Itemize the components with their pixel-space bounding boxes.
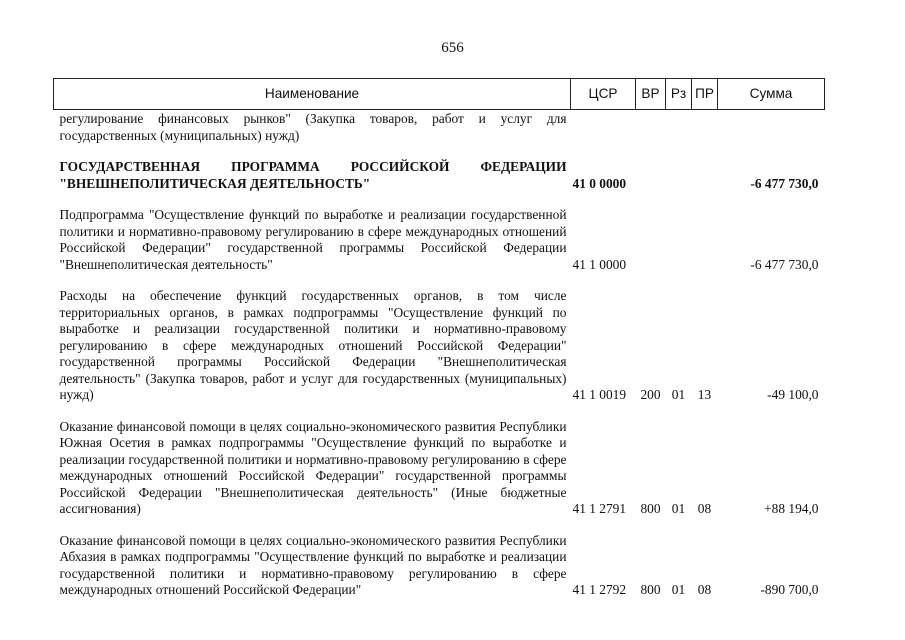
table-row bbox=[54, 288, 825, 404]
row-csr: 41 0 0000 bbox=[572, 175, 627, 191]
table-header-row bbox=[54, 79, 825, 110]
header-name: Наименование bbox=[54, 79, 571, 110]
row-sum: -890 700,0 bbox=[760, 582, 819, 597]
row-pr bbox=[692, 207, 718, 273]
header-rz: Рз bbox=[666, 79, 692, 110]
row-pr: 08 bbox=[697, 582, 712, 597]
header-pr: ПР bbox=[692, 79, 718, 110]
row-name: ГОСУДАРСТВЕННАЯ ПРОГРАММА РОССИЙСКОЙ ФЕДЕРАЦИИ "ВНЕШНЕПОЛИТИЧЕСКАЯ ДЕЯТЕЛЬНОСТЬ" bbox=[59, 159, 567, 191]
row-sum: -6 477 730,0 bbox=[750, 175, 819, 191]
row-csr: 41 1 0000 bbox=[572, 256, 627, 272]
row-csr bbox=[571, 110, 636, 145]
row-name: Оказание финансовой помощи в целях социально-экономического развития Республики Абхазия в рамках подпрограммы "Осуществление функций по выработке и реализации государственной политики и нормативно-правовому регулированию в сфере международных отношений Российской Федерации" bbox=[59, 532, 567, 597]
row-rz bbox=[666, 159, 692, 192]
row-sum: -49 100,0 bbox=[767, 387, 819, 402]
row-rz: 01 bbox=[671, 387, 686, 402]
header-vr: ВР bbox=[636, 79, 666, 110]
row-vr bbox=[636, 110, 666, 145]
row-sum: -6 477 730,0 bbox=[750, 256, 819, 272]
table-row bbox=[54, 110, 825, 145]
row-vr bbox=[636, 207, 666, 273]
row-pr bbox=[692, 159, 718, 192]
row-sum: +88 194,0 bbox=[764, 501, 819, 516]
row-rz: 01 bbox=[671, 501, 686, 516]
row-rz bbox=[666, 207, 692, 273]
table-row bbox=[54, 207, 825, 273]
row-name: Расходы на обеспечение функций государственных органов, в том числе территориальных органов, в рамках подпрограммы "Осуществление функций по выработке и реализации государственной политики и нормативно-правовому регулированию в сфере международных отношений Российской Федерации" государственной программы Российской Федерации "Внешнеполитическая деятельность" (Закупка товаров, работ и услуг для государственных (муниципальных) нужд) bbox=[59, 288, 567, 402]
table-row bbox=[54, 533, 825, 599]
row-vr: 800 bbox=[640, 582, 661, 597]
row-rz: 01 bbox=[671, 582, 686, 597]
row-pr bbox=[692, 110, 718, 145]
header-sum: Сумма bbox=[718, 79, 825, 110]
row-pr: 08 bbox=[697, 501, 712, 516]
row-csr: 41 1 2791 bbox=[572, 501, 627, 516]
row-vr bbox=[636, 159, 666, 192]
row-name: Подпрограмма "Осуществление функций по выработке и реализации государственной политики и нормативно-правовому регулированию в сфере международных отношений Российской Федерации" государственной программы Российской Федерации "Внешнеполитическая деятельность" bbox=[59, 207, 567, 272]
row-rz bbox=[666, 110, 692, 145]
row-vr: 200 bbox=[640, 387, 661, 402]
page-number: 656 bbox=[441, 40, 464, 56]
row-sum bbox=[718, 110, 825, 145]
header-csr: ЦСР bbox=[571, 79, 636, 110]
row-pr: 13 bbox=[697, 387, 712, 402]
row-csr: 41 1 0019 bbox=[572, 387, 627, 402]
budget-table bbox=[53, 78, 825, 599]
row-vr: 800 bbox=[640, 501, 661, 516]
row-name: Оказание финансовой помощи в целях социально-экономического развития Республики Южная Осетия в рамках подпрограммы "Осуществление функций по выработке и реализации государственной политики и нормативно-правовому регулированию в сфере международных отношений Российской Федерации" государственной программы Российской Федерации "Внешнеполитическая деятельность" (Иные бюджетные ассигнования) bbox=[59, 418, 567, 516]
table-row bbox=[54, 159, 825, 192]
row-csr: 41 1 2792 bbox=[572, 582, 627, 597]
row-name: регулирование финансовых рынков" (Закупка товаров, работ и услуг для государственных (муниципальных) нужд) bbox=[59, 111, 567, 143]
table-row bbox=[54, 419, 825, 518]
